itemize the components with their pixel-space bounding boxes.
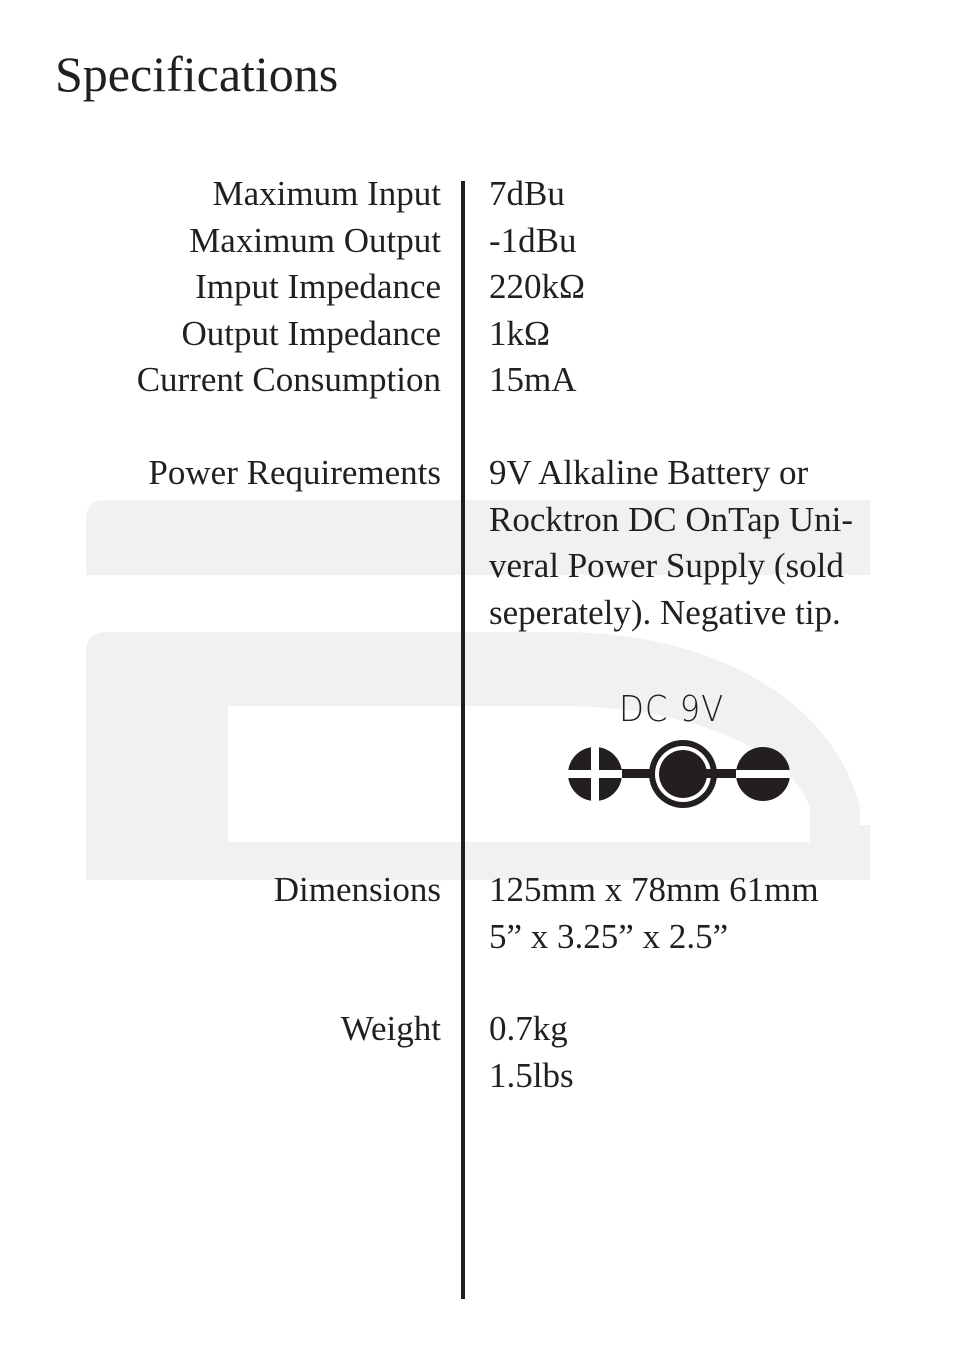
dimensions-line: 5” x 3.25” x 2.5” (489, 917, 729, 956)
dc-jack-center-icon (649, 740, 718, 808)
spec-label-input-impedance: Imput Impedance (195, 267, 441, 306)
column-divider (461, 181, 465, 1299)
power-line: 9V Alkaline Battery or (489, 453, 809, 492)
spec-label-output-impedance: Output Impedance (181, 314, 441, 353)
spec-value-current-consumption: 15mA (489, 360, 577, 399)
polarity-diagram-icon (566, 738, 796, 810)
spec-value-output-impedance: 1kΩ (489, 314, 551, 353)
dimensions-line: 125mm x 78mm 61mm (489, 870, 819, 909)
page-title: Specifications (55, 46, 339, 102)
spec-label-dimensions: Dimensions (273, 870, 441, 909)
power-line: seperately). Negative tip. (489, 593, 841, 632)
negative-terminal-icon (736, 747, 790, 801)
spec-value-max-output: -1dBu (489, 221, 577, 260)
spec-value-max-input: 7dBu (489, 174, 565, 213)
dc-9v-label: DC 9V (619, 689, 725, 730)
spec-label-current-consumption: Current Consumption (136, 360, 441, 399)
spec-value-input-impedance: 220kΩ (489, 267, 586, 306)
spec-label-weight: Weight (340, 1009, 441, 1048)
power-line: Rocktron DC OnTap Uni- (489, 500, 854, 539)
positive-terminal-icon (568, 747, 622, 801)
spec-label-power-requirements: Power Requirements (148, 453, 441, 492)
weight-line: 0.7kg (489, 1009, 568, 1048)
polarity-link-left (618, 769, 654, 778)
weight-line: 1.5lbs (489, 1056, 574, 1095)
spec-label-max-output: Maximum Output (189, 221, 441, 260)
power-line: veral Power Supply (sold (489, 546, 844, 585)
spec-label-max-input: Maximum Input (212, 174, 441, 213)
